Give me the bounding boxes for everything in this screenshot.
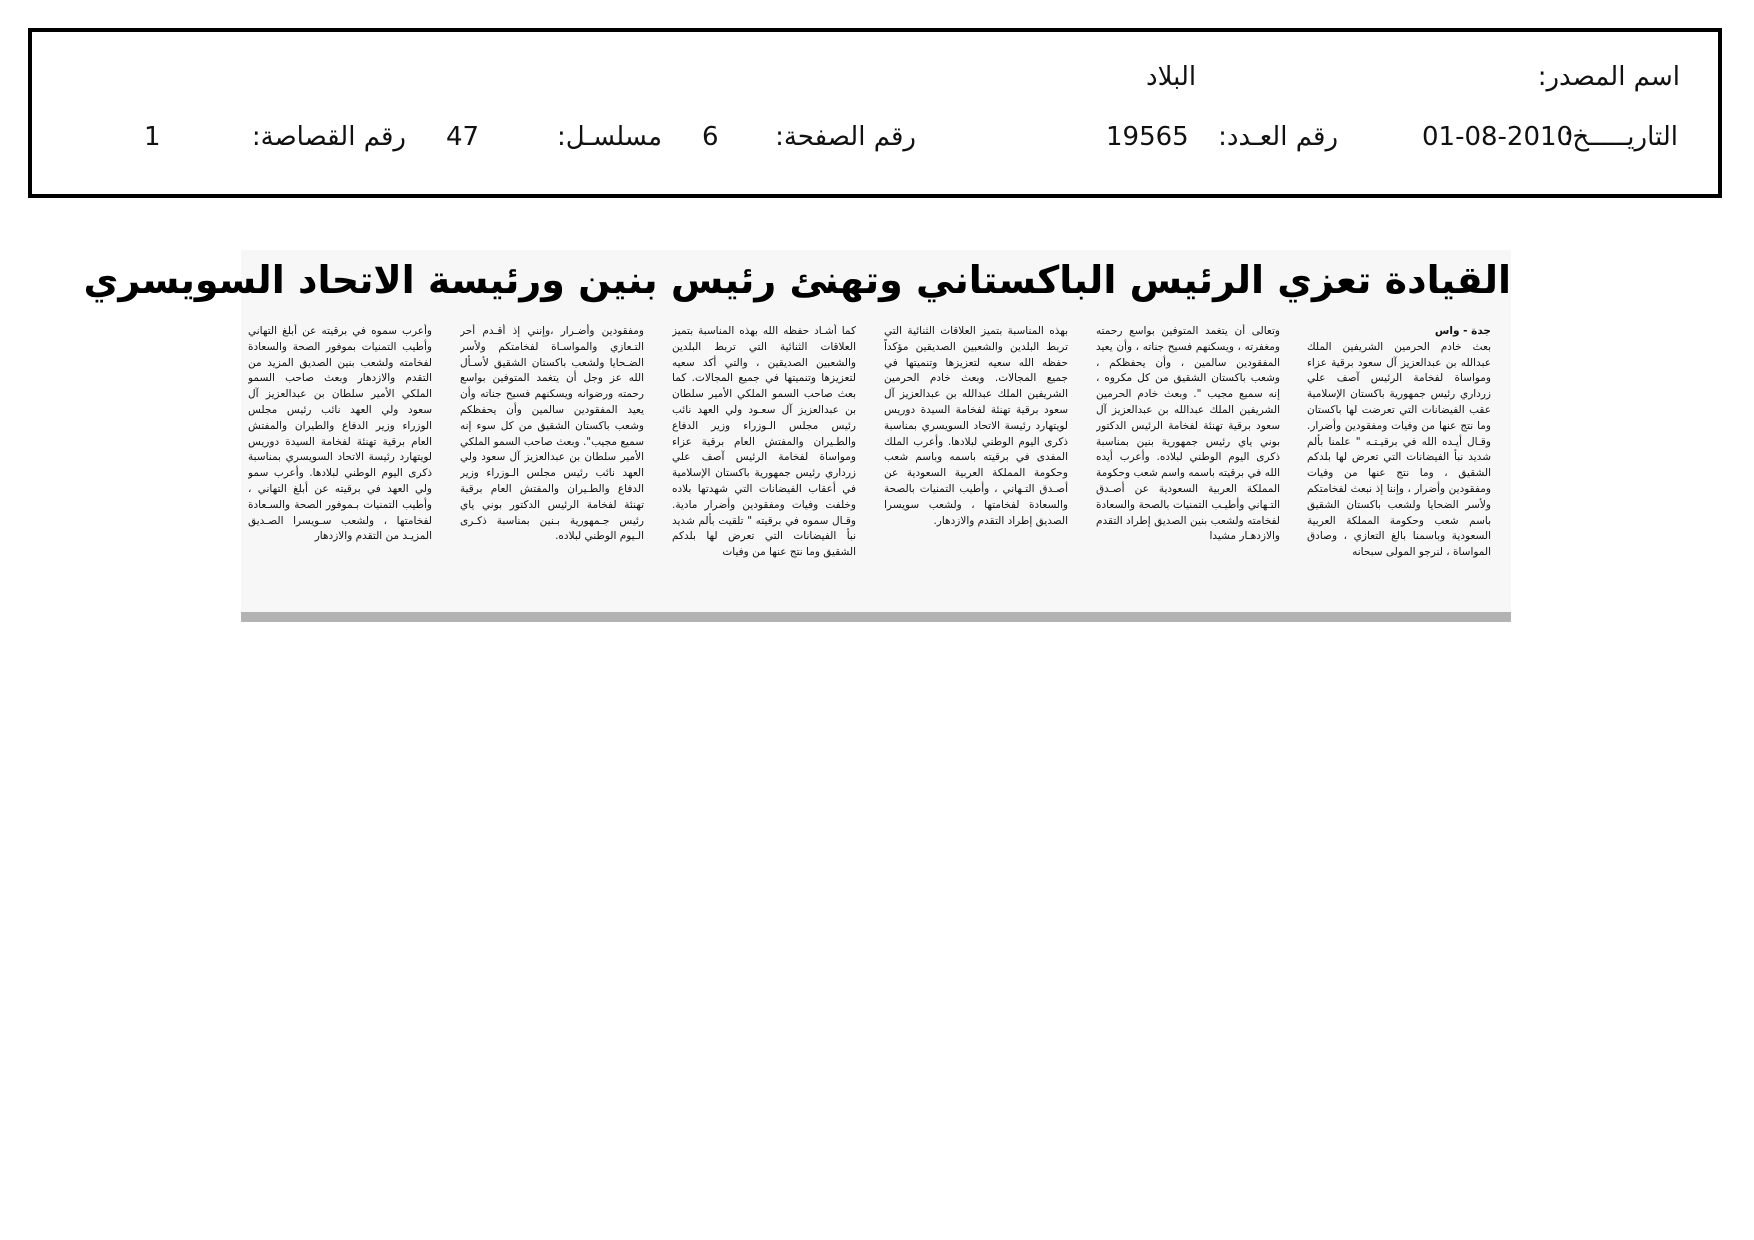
- date-value: 01-08-2010: [1422, 122, 1574, 152]
- news-clipping: [83, 250, 1511, 622]
- clip-label: رقم القصاصة:: [251, 122, 406, 152]
- column-4-text: كما أشـاد حفظه الله بهذه المناسبة بتميز العلاقات الثنائية التي تربط البلدين والشعبين الصديقين ، والتي أكد سعيه لتعزيزها وتنميتها في جميع المجالات. كما بعث صاحب السمو الملكي الأمير سلطان بن عبدالعزيز آل سعـود ولي العهد نائب رئيس مجلس الـوزراء وزير الدفاع والطـيران والمفتش العام برقية عزاء ومواساة لفخامة الرئيس آصف علي زرداري رئيس جمهورية باكستان الإسلامية في أعقاب الفيضانات التي شهدتها بلاده وخلفت وفيات ومفقودين وأضرار مادية. وقـال سموه في برقيته " تلقيت بألم شديد نبأ الفيضانات التي تعرض لها بلدكم الشقيق وما نتج عنها من وفيات: [672, 325, 856, 559]
- serial-value: 47: [446, 122, 480, 152]
- article-column-1: [1307, 324, 1491, 600]
- article-column-4: [672, 324, 856, 600]
- article-column-3: [884, 324, 1068, 600]
- column-5-text: ومفقودين وأضـرار ،وإنني إذ أقـدم أحر التـعازي والمواسـاة لفخامتكم ولأسر الضـحايا ولشعب باكستان الشقيق لأسـأل الله عز وجل أن يتغمد المتوفين بواسع رحمته ورضوانه ويسكنهم فسيح جناته وأن يعيد المفقودين سالمين وأن يحفظكم وشعب باكستان الشقيق من كل سوء إنه سميع مجيب". وبعث صاحب السمو الملكي الأمير سلطان بن عبدالعزيز آل سعود ولي العهد نائب رئيس مجلس الـوزراء وزير الدفاع والطـيران والمفتش العام برقية تهنئة لفخامة الرئيس الدكتور بوني ياي رئيس جـمهورية بـنين بمناسبة ذكـرى الـيوم الوطني لبلاده.: [460, 325, 644, 543]
- article-dateline: جدة - واس: [1434, 325, 1491, 337]
- column-2-text: وتعالى أن يتغمد المتوفين بواسع رحمته ومغفرته ، ويسكنهم فسيح جناته ، وأن يعيد المفقودين سالمين ، وأن يحفظكم ، وشعب باكستان الشقيق من كل مكروه ، إنه سميع مجيب ". وبعث خادم الحرمين الشريفين الملك عبدالله بن عبدالعزيز آل سعود برقية تهنئة لفخامة الرئيس الدكتور بوني ياي رئيس جمهورية بنين بمناسبة ذكرى اليوم الوطني لبلاده. وأعرب أيده الله في برقيته باسمه واسم شعب وحكومة المملكة العربية السعودية عن أصـدق التـهاني وأطيـب التمنيات بالصحة والسعادة لفخامته ولشعب بنين الصديق إطراد التقدم والازدهـار مشيدا: [1096, 325, 1280, 543]
- archive-header-box: [28, 28, 1722, 198]
- article-column-6: [248, 324, 432, 600]
- clip-value: 1: [144, 122, 161, 152]
- article-column-2: [1096, 324, 1280, 600]
- date-label: التاريـــــخ:: [1563, 122, 1678, 152]
- source-value: البلاد: [1146, 62, 1197, 92]
- issue-label: رقم العـدد:: [1218, 122, 1338, 152]
- column-3-text: بهذه المناسبة بتميز العلاقات الثنائية التي تربط البلدين والشعبين الصديقين مؤكداً حفظه الله سعيه لتعزيزها وتنميتها في جميع المجالات. وبعث خادم الحرمين الشريفين الملك عبدالله بن عبدالعزيز آل سعود برقية تهنئة لفخامة السيدة دوريس لويتهارد رئيسة الاتحاد السويسري بمناسبة ذكرى اليوم الوطني لبلادها. وأعرب الملك المفدى في برقيته باسمه وباسم شعب وحكومة المملكة العربية السعودية عن أصـدق التـهاني ، وأطيب التمنيات بالصحة والسعادة لفخامتها ، ولشعب سويسرا الصديق إطراد التقدم والازدهار.: [884, 325, 1068, 527]
- issue-value: 19565: [1106, 122, 1189, 152]
- article-headline: القيادة تعزي الرئيس الباكستاني وتهنئ رئيس بنين ورئيسة الاتحاد السويسري: [83, 258, 1511, 302]
- clipping-bottom-rule: [241, 612, 1511, 622]
- article-column-5: [460, 324, 644, 600]
- column-1-text: بعث خادم الحرمين الشريفين الملك عبدالله بن عبدالعزيز آل سعود برقية عزاء ومواساة لفخامة الرئيس آصف علي زرداري رئيس جمهورية باكستان الإسلامية عقب الفيضانات التي تعرضت لها باكستان وما نتج عنها من وفيات ومفقودين وأضرار. وقـال أيـده الله في برقيـتـه " علمنا بألم شديد نبأ الفيضانات التي تعرض لها بلدكم الشقيق ، وما نتج عنها من وفيات ومفقودين وأضرار ، وإننا إذ نبعث لفخامتكم ولأسر الضحايا ولشعب باكستان الشقيق باسم شعب وحكومة المملكة العربية السعودية وباسمنا بالغ التعازي ، وصادق المواساة ، لنرجو المولى سبحانه: [1307, 340, 1491, 559]
- page-label: رقم الصفحة:: [775, 122, 916, 152]
- serial-label: مسلسـل:: [557, 122, 662, 152]
- page-value: 6: [702, 122, 719, 152]
- source-label: اسم المصدر:: [1537, 62, 1680, 92]
- column-6-text: وأعرب سموه في برقيته عن أبلغ التهاني وأطيب التمنيات بموفور الصحة والسعادة لفخامته ولشعب بنين الصديق المزيد من التقدم والازدهار وبعث صاحب السمو الملكي الأمير سلطان بن عبدالعزيز آل سعود ولي العهد نائب رئيس مجلس الوزراء وزير الدفاع والطيران والمفتش العام برقية تهنئة لفخامة السيدة دوريس لويتهارد رئيسة الاتحاد السويسري بمناسبة ذكرى اليوم الوطني لبلادها. وأعرب سمو ولي العهد في برقيته عن أبلغ التهاني ، وأطيب التمنيات بـموفور الصحة والسـعادة لفخامتها ، ولشعب سـويسرا الصـديق المزيـد من التقدم والازدهار: [248, 325, 432, 543]
